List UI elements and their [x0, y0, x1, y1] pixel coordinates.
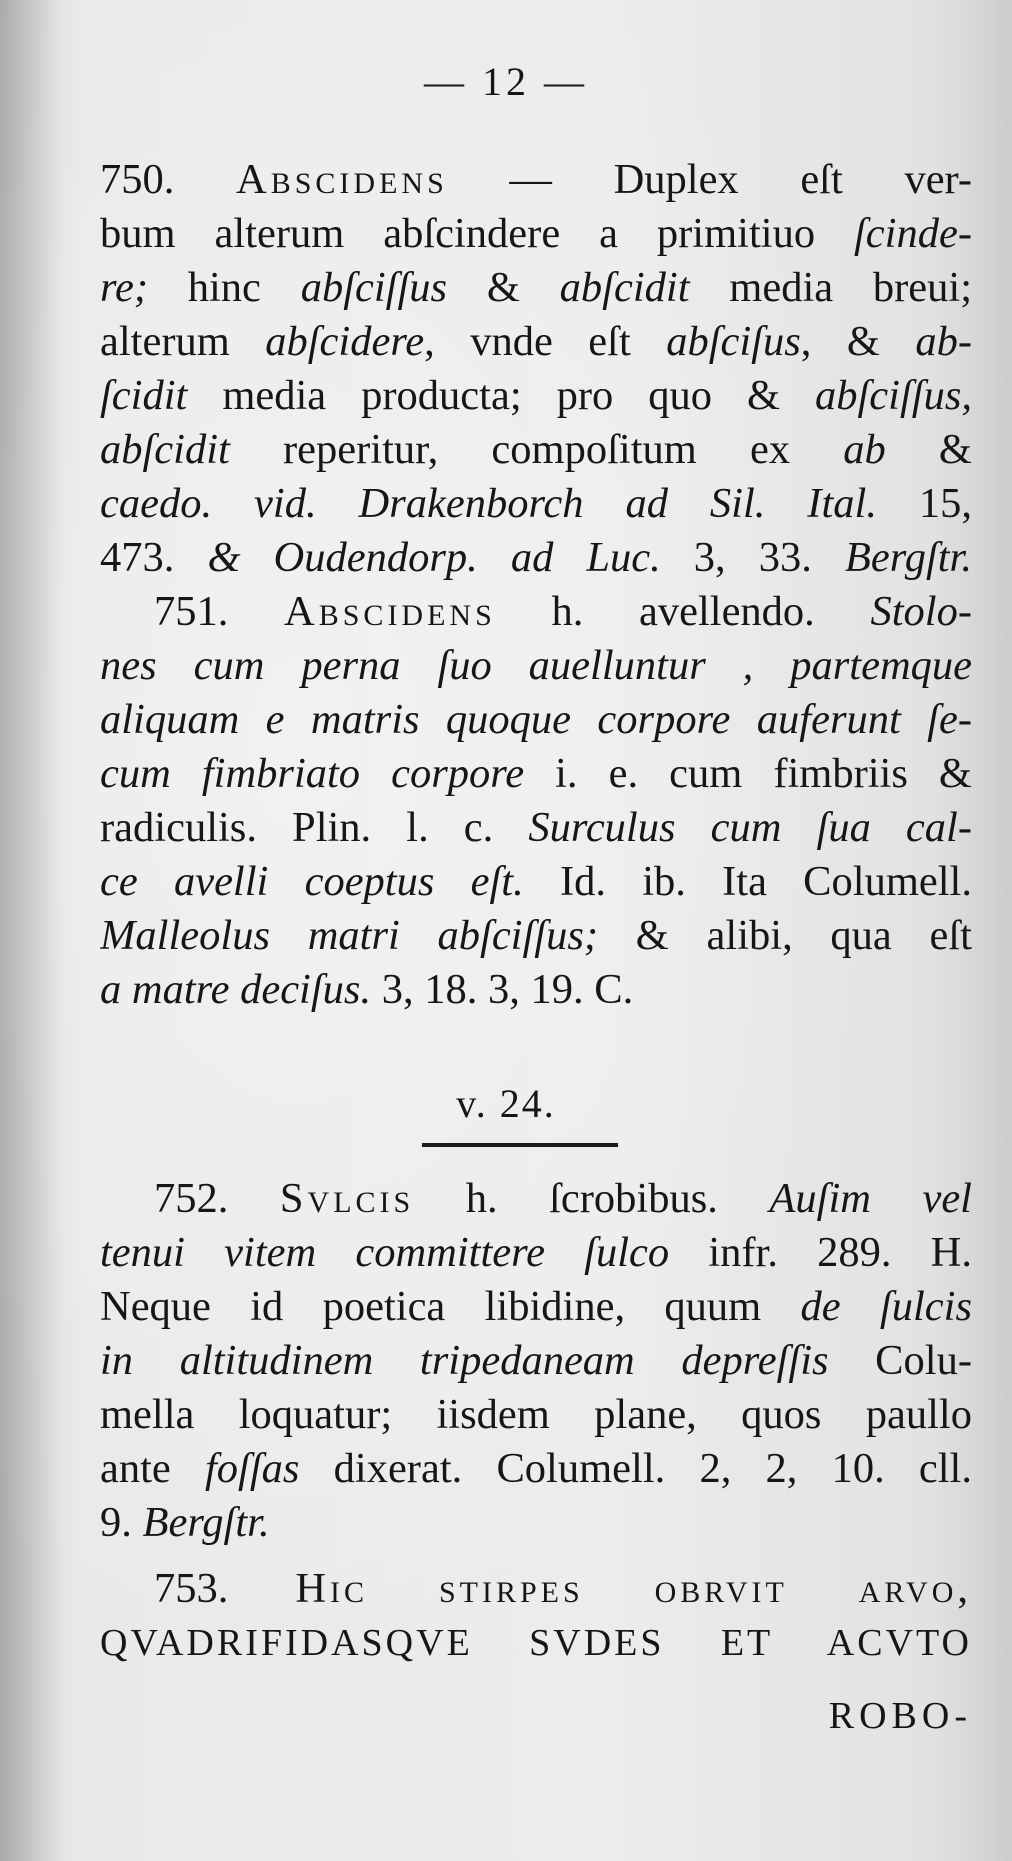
text-line — [100, 1496, 972, 1550]
note-751 — [100, 585, 972, 1017]
text-line — [100, 639, 972, 693]
text-run: reperitur, compoſitum ex — [229, 426, 844, 473]
text-line — [100, 1442, 972, 1496]
text-run: mella loquatur; iisdem plane, quos paullo — [100, 1391, 972, 1438]
text-line — [100, 1388, 972, 1442]
italic-run: de ſulcis — [800, 1283, 972, 1330]
verse-reference: v. 24. — [456, 1081, 556, 1126]
text-run: , vnde eſt — [424, 318, 667, 365]
italic-run: ab — [843, 426, 886, 473]
note-number: 750. — [100, 156, 175, 203]
note-number: 753. — [154, 1565, 229, 1612]
gutter-shadow — [0, 0, 60, 1861]
text-run: alterum — [100, 318, 266, 365]
italic-run: ab- — [915, 318, 972, 365]
text-run: 473. — [100, 534, 208, 581]
lemma: Svlcis — [279, 1175, 415, 1222]
italic-run: Bergſtr. — [844, 534, 972, 581]
note-number: 752. — [154, 1175, 229, 1222]
text-line — [100, 801, 972, 855]
italic-run: Surculus cum ſua cal- — [528, 804, 972, 851]
text-line — [100, 531, 972, 585]
text-line — [100, 693, 972, 747]
italic-run: nes cum perna ſuo auelluntur , partemque — [100, 642, 972, 689]
text-run: , & — [800, 318, 916, 365]
note-753 — [100, 1562, 972, 1670]
italic-run: Auſim vel — [769, 1175, 972, 1222]
text-run: 15, — [876, 480, 972, 527]
italic-run: abſciſus — [666, 318, 801, 365]
italic-run: foſſas — [204, 1445, 300, 1492]
text-run: media producta; pro quo & — [187, 372, 815, 419]
text-line — [100, 369, 972, 423]
text-line — [100, 207, 972, 261]
text-line — [100, 1226, 972, 1280]
text-run: media breui; — [689, 264, 972, 311]
page-number: — 12 — — [424, 59, 588, 104]
italic-run: abſciſſus, — [814, 372, 972, 419]
text-run: Id. ib. Ita Columell. — [523, 858, 972, 905]
text-run: & — [447, 264, 560, 311]
text-line — [100, 315, 972, 369]
text-run: & alibi, qua eſt — [598, 912, 972, 959]
italic-run: cum fimbriato corpore — [100, 750, 525, 797]
italic-run: a matre deciſus. — [100, 966, 372, 1013]
text-run: dixerat. Columell. 2, 2, 10. cll. — [299, 1445, 972, 1492]
text-line — [100, 1172, 972, 1226]
italic-run: Stolo- — [870, 588, 972, 635]
italic-run: aliquam e matris quoque corpore auferunt ſe- — [100, 696, 972, 743]
note-752 — [100, 1172, 972, 1550]
lemma-continued: QVADRIFIDASQVE SVDES ET ACVTO — [100, 1622, 972, 1664]
note-number: 751. — [154, 588, 229, 635]
text-run: infr. 289. H. — [669, 1229, 972, 1276]
italic-run: in altitudinem tripedaneam depreſſis — [100, 1337, 829, 1384]
text-line — [100, 747, 972, 801]
text-run: & — [885, 426, 972, 473]
text-line — [100, 1616, 972, 1670]
text-run: h. avellendo. — [495, 588, 871, 635]
section-rule — [422, 1143, 618, 1147]
lemma: Abscidens — [236, 156, 448, 203]
italic-run: abſciſſus — [300, 264, 448, 311]
text-line — [100, 153, 972, 207]
italic-run: re; — [100, 264, 188, 311]
italic-run: & Oudendorp. ad Luc. — [207, 534, 661, 581]
italic-run: tenui vitem committere ſulco — [100, 1229, 670, 1276]
catchword: ROBO- — [828, 1695, 972, 1737]
italic-run: ce avelli coeptus eſt. — [100, 858, 524, 905]
lemma: Abscidens — [284, 588, 496, 635]
text-run: radiculis. Plin. l. c. — [100, 804, 529, 851]
text-line — [100, 1334, 972, 1388]
text-run: i. e. cum fimbriis & — [524, 750, 972, 797]
lemma: Hic stirpes obrvit arvo, — [295, 1565, 972, 1612]
text-run: bum alterum abſcindere a primitiuo — [100, 210, 854, 257]
text-line — [100, 423, 972, 477]
italic-run: ſcidit — [100, 372, 188, 419]
text-line — [100, 261, 972, 315]
text-line — [100, 909, 972, 963]
text-run: h. ſcrobibus. — [414, 1175, 770, 1222]
text-line — [100, 1280, 972, 1334]
text-run: Neque id poetica libidine, quum — [100, 1283, 801, 1330]
italic-run: abſcidere — [265, 318, 425, 365]
italic-run: abſcidit — [100, 426, 230, 473]
text-run: 3, 18. 3, 19. C. — [371, 966, 634, 1013]
italic-run: ſcinde- — [854, 210, 972, 257]
text-line — [100, 477, 972, 531]
italic-run: Bergſtr. — [142, 1499, 270, 1546]
text-run: Colu- — [828, 1337, 972, 1384]
text-line — [100, 855, 972, 909]
italic-run: Malleolus matri abſciſſus; — [100, 912, 599, 959]
note-750 — [100, 153, 972, 585]
text-run: 3, 33. — [660, 534, 845, 581]
text-line — [100, 963, 972, 1017]
text-run: hinc — [187, 264, 301, 311]
text-run: ante — [100, 1445, 205, 1492]
text-line — [100, 585, 972, 639]
text-line — [100, 1562, 972, 1616]
italic-run: abſcidit — [559, 264, 690, 311]
text-run: — Duplex eſt ver- — [509, 156, 972, 203]
italic-run: caedo. vid. Drakenborch ad Sil. Ital. — [100, 480, 877, 527]
text-run: 9. — [100, 1499, 143, 1546]
